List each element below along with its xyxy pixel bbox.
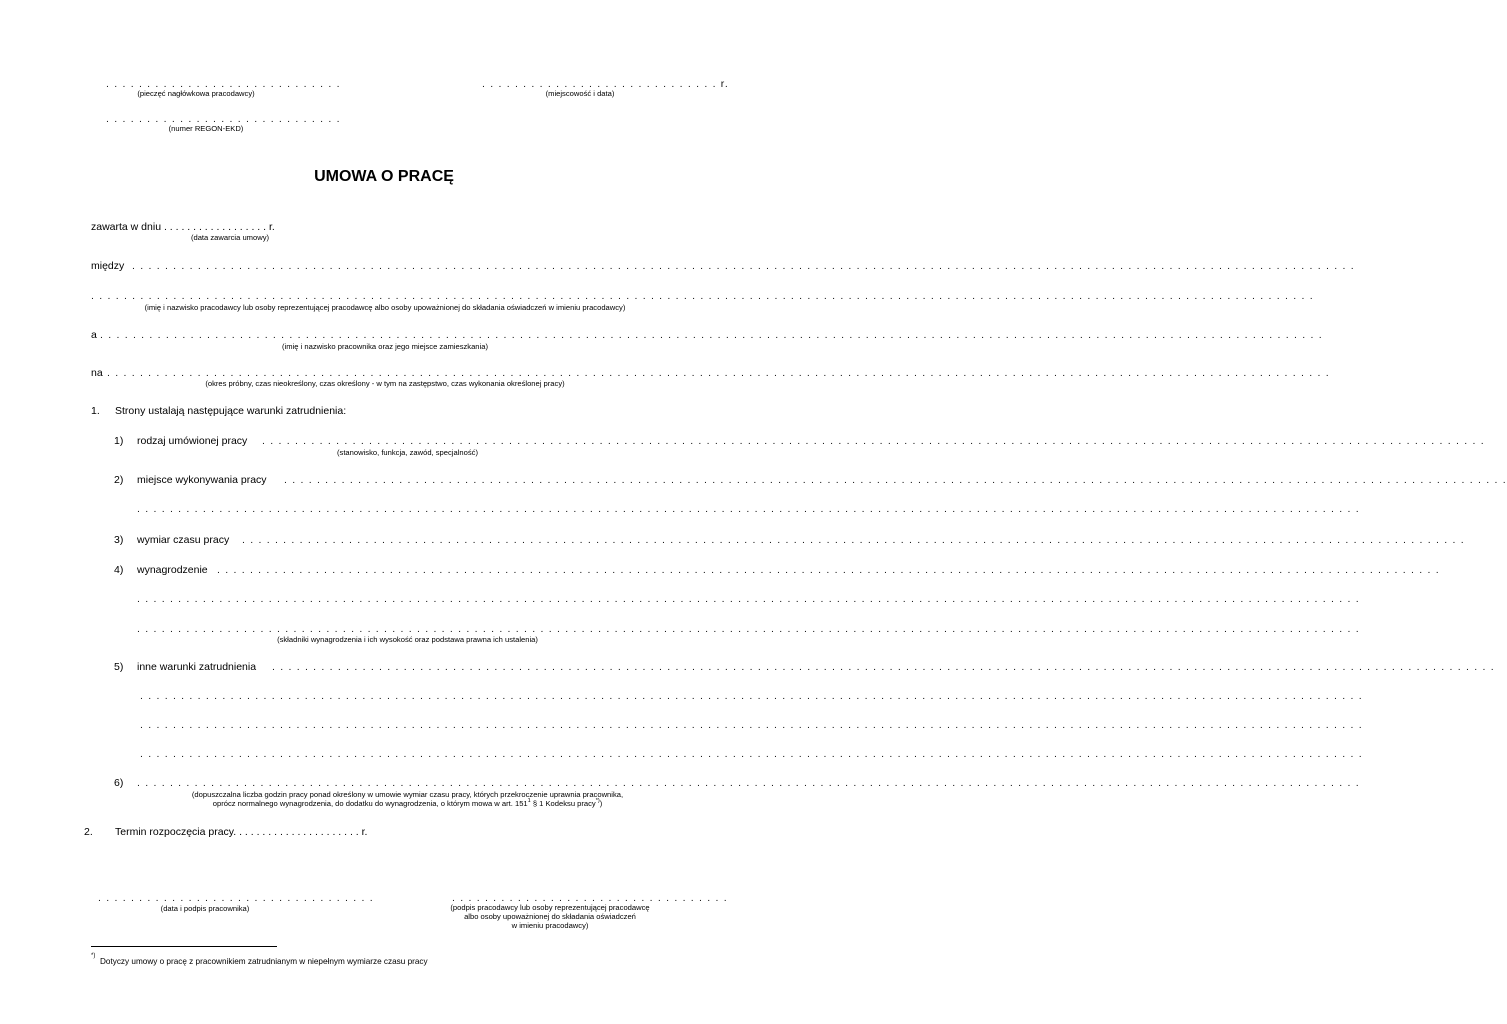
employer-signature-caption-1: (podpis pracodawcy lub osoby reprezentującej pracodawcę xyxy=(450,903,650,912)
and-label: a xyxy=(91,329,97,341)
employee-dots: . . . . . . . . . . . . . . . . . . . . . . . . . . . . . . . . . . . . . . . . . . . . . . . . . . . . . . . . . . . . . . . . . . . . . . . . . . . . . . . . . . . . . . . . . . . . . . . . . . . . . . . . . . . . . . . . . . . . . . . . . . . . . . . . . . . . . . . . . . . . . . . . . . . . . xyxy=(100,329,1323,341)
item-number: 1) xyxy=(114,435,124,447)
employer-signature-dots: . . . . . . . . . . . . . . . . . . . . . . . . . . . . . . . . . . xyxy=(452,892,728,904)
item-number: 2) xyxy=(114,474,124,486)
employee-caption: (imię i nazwisko pracownika oraz jego miejsce zamieszkania) xyxy=(282,342,488,351)
item-number: 3) xyxy=(114,534,124,546)
work-type-dots: . . . . . . . . . . . . . . . . . . . . . . . . . . . . . . . . . . . . . . . . . . . . . . . . . . . . . . . . . . . . . . . . . . . . . . . . . . . . . . . . . . . . . . . . . . . . . . . . . . . . . . . . . . . . . . . . . . . . . . . . . . . . . . . . . . . . . . . . . . . . . . . . . . . . . xyxy=(262,435,1485,447)
other-conditions-dots-4: . . . . . . . . . . . . . . . . . . . . . . . . . . . . . . . . . . . . . . . . . . . . . . . . . . . . . . . . . . . . . . . . . . . . . . . . . . . . . . . . . . . . . . . . . . . . . . . . . . . . . . . . . . . . . . . . . . . . . . . . . . . . . . . . . . . . . . . . . . . . . . . . . . . . . xyxy=(140,748,1363,760)
working-time-dots: . . . . . . . . . . . . . . . . . . . . . . . . . . . . . . . . . . . . . . . . . . . . . . . . . . . . . . . . . . . . . . . . . . . . . . . . . . . . . . . . . . . . . . . . . . . . . . . . . . . . . . . . . . . . . . . . . . . . . . . . . . . . . . . . . . . . . . . . . . . . . . . . . . . . . xyxy=(242,534,1465,546)
on-label: na xyxy=(91,367,103,379)
concluded-caption: (data zawarcia umowy) xyxy=(190,233,270,242)
other-conditions-dots: . . . . . . . . . . . . . . . . . . . . . . . . . . . . . . . . . . . . . . . . . . . . . . . . . . . . . . . . . . . . . . . . . . . . . . . . . . . . . . . . . . . . . . . . . . . . . . . . . . . . . . . . . . . . . . . . . . . . . . . . . . . . . . . . . . . . . . . . . . . . . . . . . . . . . xyxy=(272,661,1495,673)
work-type-caption: (stanowisko, funkcja, zawód, specjalność) xyxy=(337,448,478,457)
period-caption: (okres próbny, czas nieokreślony, czas określony - w tym na zastępstwo, czas wykonania określonej pracy) xyxy=(205,379,565,388)
overtime-caption-line-2: oprócz normalnego wynagrodzenia, do dodatku do wynagrodzenia, o którym mowa w art. $151^1$ § 1 Kodeksu pracy*)) xyxy=(212,798,603,808)
concluded-label: zawarta w dniu . . . . . . . . . . . . . . . . . . r. xyxy=(91,221,275,233)
employer-signature-caption-3: w imieniu pracodawcy) xyxy=(511,921,589,930)
start-date-label: Termin rozpoczęcia pracy. . . . . . . . . . . . . . . . . . . . . . r. xyxy=(115,826,368,838)
item-label-other-conditions: inne warunki zatrudnienia xyxy=(137,661,257,673)
employee-signature-caption: (data i podpis pracownika) xyxy=(160,904,250,913)
item-number: 6) xyxy=(114,777,124,789)
stamp-caption: (pieczęć nagłówkowa pracodawcy) xyxy=(137,89,255,98)
period-dots: . . . . . . . . . . . . . . . . . . . . . . . . . . . . . . . . . . . . . . . . . . . . . . . . . . . . . . . . . . . . . . . . . . . . . . . . . . . . . . . . . . . . . . . . . . . . . . . . . . . . . . . . . . . . . . . . . . . . . . . . . . . . . . . . . . . . . . . . . . . . . . . . . . . . . xyxy=(107,367,1330,379)
between-dots: . . . . . . . . . . . . . . . . . . . . . . . . . . . . . . . . . . . . . . . . . . . . . . . . . . . . . . . . . . . . . . . . . . . . . . . . . . . . . . . . . . . . . . . . . . . . . . . . . . . . . . . . . . . . . . . . . . . . . . . . . . . . . . . . . . . . . . . . . . . . . . . . . . . . . xyxy=(132,260,1355,272)
footnote-text: Dotyczy umowy o pracę z pracownikiem zatrudnianym w niepełnym wymiarze czasu pracy xyxy=(100,957,428,966)
regon-dots: . . . . . . . . . . . . . . . . . . . . . . . . . . . . . xyxy=(106,113,341,125)
other-conditions-dots-3: . . . . . . . . . . . . . . . . . . . . . . . . . . . . . . . . . . . . . . . . . . . . . . . . . . . . . . . . . . . . . . . . . . . . . . . . . . . . . . . . . . . . . . . . . . . . . . . . . . . . . . . . . . . . . . . . . . . . . . . . . . . . . . . . . . . . . . . . . . . . . . . . . . . . . xyxy=(140,719,1363,731)
employer-caption: (imię i nazwisko pracodawcy lub osoby reprezentującej pracodawcę albo osoby upoważnionej do składania oświadczeń w imieniu pracodawcy) xyxy=(144,303,626,312)
place-caption: (miejscowość i data) xyxy=(545,89,615,98)
item-label-workplace: miejsce wykonywania pracy xyxy=(137,474,267,486)
salary-dots-3: . . . . . . . . . . . . . . . . . . . . . . . . . . . . . . . . . . . . . . . . . . . . . . . . . . . . . . . . . . . . . . . . . . . . . . . . . . . . . . . . . . . . . . . . . . . . . . . . . . . . . . . . . . . . . . . . . . . . . . . . . . . . . . . . . . . . . . . . . . . . . . . . . . . . . xyxy=(137,623,1360,635)
salary-dots-2: . . . . . . . . . . . . . . . . . . . . . . . . . . . . . . . . . . . . . . . . . . . . . . . . . . . . . . . . . . . . . . . . . . . . . . . . . . . . . . . . . . . . . . . . . . . . . . . . . . . . . . . . . . . . . . . . . . . . . . . . . . . . . . . . . . . . . . . . . . . . . . . . . . . . . xyxy=(137,593,1360,605)
between-label: między xyxy=(91,260,125,272)
page-title: UMOWA O PRACĘ xyxy=(314,168,454,185)
item-label-salary: wynagrodzenie xyxy=(137,564,208,576)
employer-dots: . . . . . . . . . . . . . . . . . . . . . . . . . . . . . . . . . . . . . . . . . . . . . . . . . . . . . . . . . . . . . . . . . . . . . . . . . . . . . . . . . . . . . . . . . . . . . . . . . . . . . . . . . . . . . . . . . . . . . . . . . . . . . . . . . . . . . . . . . . . . . . . . . . . . . xyxy=(91,290,1314,302)
stamp-dots: . . . . . . . . . . . . . . . . . . . . . . . . . . . . . xyxy=(106,78,341,90)
salary-dots: . . . . . . . . . . . . . . . . . . . . . . . . . . . . . . . . . . . . . . . . . . . . . . . . . . . . . . . . . . . . . . . . . . . . . . . . . . . . . . . . . . . . . . . . . . . . . . . . . . . . . . . . . . . . . . . . . . . . . . . . . . . . . . . . . . . . . . . . . . . . . . . . . . . . . xyxy=(217,564,1440,576)
item-label-work-type: rodzaj umówionej pracy xyxy=(137,435,248,447)
workplace-dots-2: . . . . . . . . . . . . . . . . . . . . . . . . . . . . . . . . . . . . . . . . . . . . . . . . . . . . . . . . . . . . . . . . . . . . . . . . . . . . . . . . . . . . . . . . . . . . . . . . . . . . . . . . . . . . . . . . . . . . . . . . . . . . . . . . . . . . . . . . . . . . . . . . . . . . . xyxy=(137,503,1360,515)
employee-signature-dots: . . . . . . . . . . . . . . . . . . . . . . . . . . . . . . . . . . xyxy=(98,892,374,904)
footnote-marker: *) xyxy=(91,953,96,959)
salary-caption: (składniki wynagrodzenia i ich wysokość oraz podstawa prawna ich ustalenia) xyxy=(277,635,538,644)
workplace-dots: . . . . . . . . . . . . . . . . . . . . . . . . . . . . . . . . . . . . . . . . . . . . . . . . . . . . . . . . . . . . . . . . . . . . . . . . . . . . . . . . . . . . . . . . . . . . . . . . . . . . . . . . . . . . . . . . . . . . . . . . . . . . . . . . . . . . . . . . . . . . . . . . . . . . . xyxy=(284,474,1507,486)
item-label-working-time: wymiar czasu pracy xyxy=(137,534,230,546)
item-number: 5) xyxy=(114,661,124,673)
item-number: 4) xyxy=(114,564,124,576)
section1-heading: Strony ustalają następujące warunki zatrudnienia: xyxy=(115,405,347,417)
section1-number: 1. xyxy=(91,405,100,417)
section2-number: 2. xyxy=(84,826,93,838)
place-dots: . . . . . . . . . . . . . . . . . . . . . . . . . . . . . r. xyxy=(482,78,730,90)
overtime-dots: . . . . . . . . . . . . . . . . . . . . . . . . . . . . . . . . . . . . . . . . . . . . . . . . . . . . . . . . . . . . . . . . . . . . . . . . . . . . . . . . . . . . . . . . . . . . . . . . . . . . . . . . . . . . . . . . . . . . . . . . . . . . . . . . . . . . . . . . . . . . . . . . . . . . . xyxy=(137,777,1360,789)
other-conditions-dots-2: . . . . . . . . . . . . . . . . . . . . . . . . . . . . . . . . . . . . . . . . . . . . . . . . . . . . . . . . . . . . . . . . . . . . . . . . . . . . . . . . . . . . . . . . . . . . . . . . . . . . . . . . . . . . . . . . . . . . . . . . . . . . . . . . . . . . . . . . . . . . . . . . . . . . . xyxy=(140,690,1363,702)
employer-signature-caption-2: albo osoby upoważnionej do składania oświadczeń xyxy=(464,912,636,921)
overtime-caption-line-1: (dopuszczalna liczba godzin pracy ponad określony w umowie wymiar czasu pracy, których przekroczenie uprawnia pracownika, xyxy=(191,790,624,799)
footnote-separator xyxy=(91,946,277,947)
regon-caption: (numer REGON-EKD) xyxy=(168,124,244,133)
